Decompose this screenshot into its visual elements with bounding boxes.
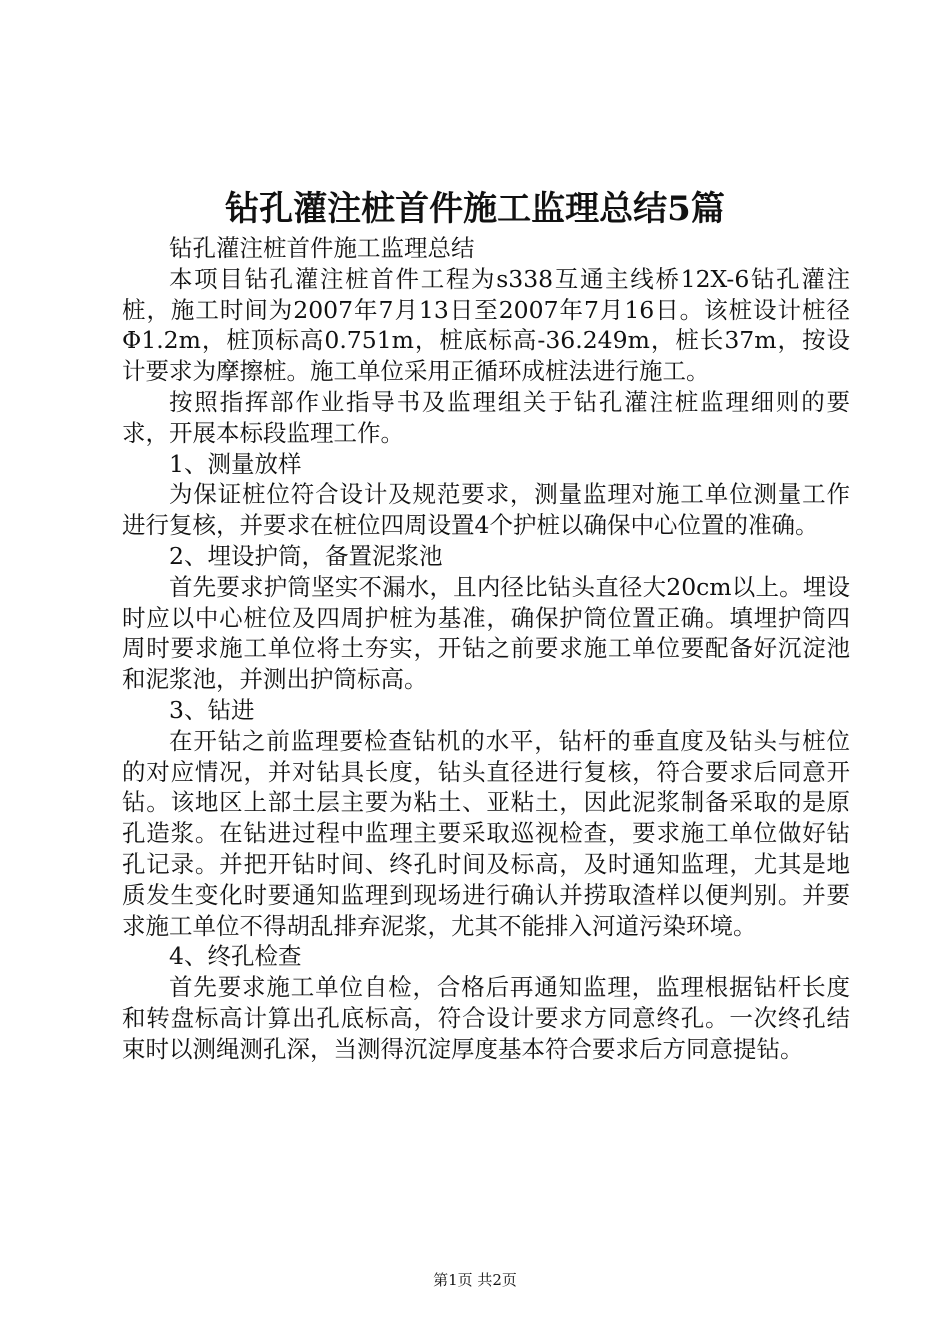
section-heading-final-hole-check: 4、终孔检查 <box>169 942 302 971</box>
document-title: 钻孔灌注桩首件施工监理总结5篇 <box>225 189 725 229</box>
document-body <box>122 233 850 1065</box>
project-overview-paragraph: 本项目钻孔灌注桩首件工程为s338互通主线桥12X-6钻孔灌注桩，施工时间为2007年7月13日至2007年7月16日。该桩设计桩径Φ1.2m，桩顶标高0.751m，桩底标高-36.249m，桩长37m，按设计要求为摩擦桩。施工单位采用正循环成桩法进行施工。 <box>122 264 850 386</box>
section-heading-survey: 1、测量放样 <box>169 449 302 478</box>
final-hole-check-paragraph: 首先要求施工单位自检，合格后再通知监理，监理根据钻杆长度和转盘标高计算出孔底标高，符合设计要求方同意终孔。一次终孔结束时以测绳测孔深，当测得沉淀厚度基本符合要求后方同意提钻。 <box>122 973 850 1063</box>
section-heading-casing: 2、埋设护筒，备置泥浆池 <box>169 541 443 570</box>
drilling-paragraph: 在开钻之前监理要检查钻机的水平，钻杆的垂直度及钻头与桩位的对应情况，并对钻具长度，钻头直径进行复核，符合要求后同意开钻。该地区上部土层主要为粘土、亚粘土，因此泥浆制备采取的是原孔造浆。在钻进过程中监理主要采取巡视检查，要求施工单位做好钻孔记录。并把开钻时间、终孔时间及标高，及时通知监理，尤其是地质发生变化时要通知监理到现场进行确认并捞取渣样以便判别。并要求施工单位不得胡乱排弃泥浆，尤其不能排入河道污染环境。 <box>122 726 850 940</box>
section-heading-drilling: 3、钻进 <box>169 695 255 724</box>
work-basis-paragraph: 按照指挥部作业指导书及监理组关于钻孔灌注桩监理细则的要求，开展本标段监理工作。 <box>122 387 850 447</box>
survey-paragraph: 为保证桩位符合设计及规范要求，测量监理对施工单位测量工作进行复核，并要求在桩位四周设置4个护桩以确保中心位置的准确。 <box>122 480 850 540</box>
casing-paragraph: 首先要求护筒坚实不漏水，且内径比钻头直径大20cm以上。埋设时应以中心桩位及四周护桩为基准，确保护筒位置正确。填埋护筒四周时要求施工单位将土夯实，开钻之前要求施工单位要配备好沉淀池和泥浆池，并测出护筒标高。 <box>122 572 850 694</box>
page-number-footer: 第1页 共2页 <box>433 1271 517 1289</box>
subtitle-paragraph: 钻孔灌注桩首件施工监理总结 <box>169 234 475 262</box>
